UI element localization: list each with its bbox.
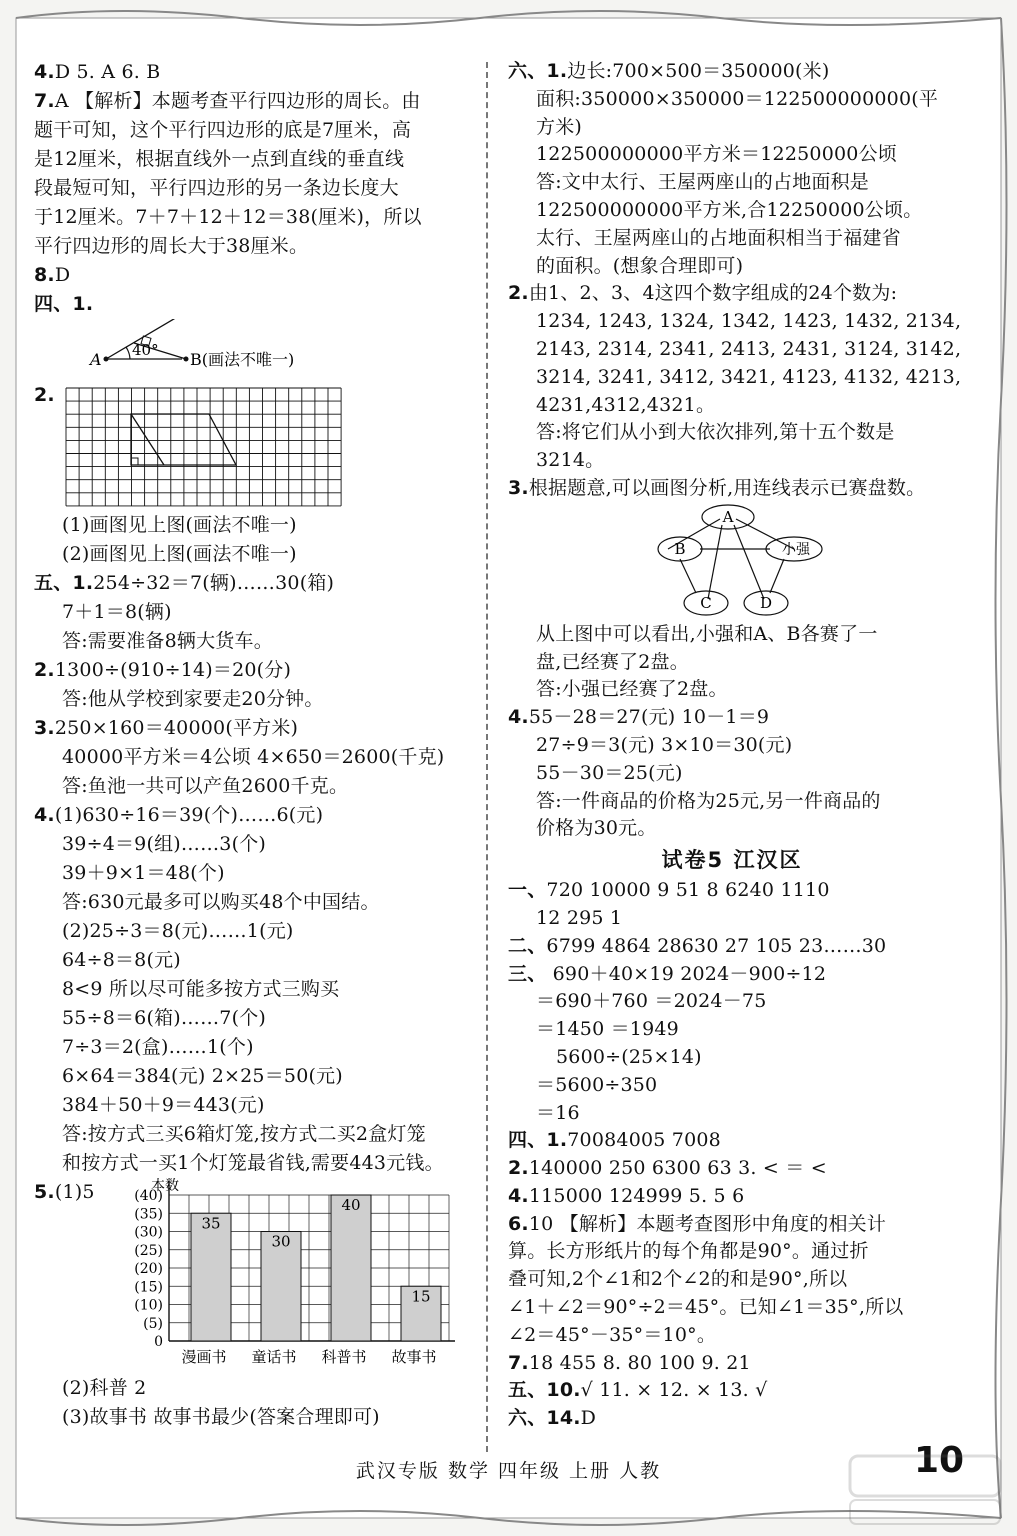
- answer-text: 140000 250 6300 63 3. < ＝ <: [528, 1157, 827, 1180]
- answer-line: [508, 392, 956, 420]
- answer-line: [508, 58, 956, 86]
- answer-text: 39＋9×1＝48(个): [62, 862, 225, 884]
- answer-text: 题干可知，这个平行四边形的底是7厘米，高: [34, 119, 412, 141]
- question-number: 7.: [34, 90, 55, 112]
- y-axis-label: 本数: [151, 1178, 179, 1194]
- answer-text: 答:按方式三买6箱灯笼,按方式二买2盒灯笼: [62, 1123, 426, 1145]
- answer-text: 10 【解析】本题考查图形中角度的相关计: [528, 1212, 887, 1235]
- answer-line: [34, 627, 474, 656]
- answer-text: (2)25÷3＝8(元)……1(元): [62, 920, 294, 942]
- answer-text: 答:将它们从小到大依次排列,第十五个数是: [536, 421, 895, 444]
- column-divider: [486, 62, 488, 1452]
- section-six-answers: [508, 58, 962, 503]
- answer-text: 7＋1＝8(辆): [62, 601, 172, 623]
- answer-text: ＝5600÷350: [536, 1073, 658, 1096]
- answer-line: [508, 1294, 956, 1322]
- answer-line: [508, 336, 962, 364]
- q5-number: 5.: [34, 1181, 55, 1203]
- x-category-label: 童话书: [251, 1348, 297, 1366]
- question-number: 六、1.: [508, 60, 568, 82]
- answer-line: [508, 704, 956, 732]
- bar: [331, 1195, 371, 1341]
- question-number: 2.: [508, 1157, 529, 1180]
- answer-text: (3)故事书 故事书最少(答案合理即可): [62, 1406, 380, 1428]
- section-five-answers: [34, 569, 474, 1178]
- answer-line: [508, 905, 956, 933]
- answer-line: [508, 169, 956, 197]
- question-number: 3.: [508, 476, 529, 499]
- answer-line: [508, 1100, 956, 1128]
- node-c: C: [700, 593, 712, 612]
- answer-text: 边长:700×500＝350000(米): [567, 60, 830, 82]
- answer-line: [508, 447, 956, 475]
- answer-line: [508, 933, 956, 961]
- bar-value-label: 30: [271, 1232, 291, 1251]
- q2-note: (2)画图见上图(画法不唯一): [62, 543, 297, 565]
- answer-text: 6×64＝384(元) 2×25＝50(元): [62, 1065, 343, 1087]
- answer-text: 12 295 1: [536, 906, 623, 929]
- answer-line: [34, 598, 474, 627]
- answer-text: 254÷32＝7(辆)……30(箱): [93, 572, 335, 594]
- answer-text: 答:他从学校到家要走20分钟。: [62, 688, 324, 710]
- answer-line: [34, 87, 474, 116]
- y-tick-label: (35): [134, 1206, 163, 1223]
- match-graph-drawing: [508, 503, 948, 621]
- answer-text: D: [54, 264, 71, 286]
- answer-line: [34, 946, 474, 975]
- answer-text: 段最短可知，平行四边形的另一条边长度大: [34, 177, 399, 199]
- answer-line: [34, 1403, 474, 1432]
- answer-line: [34, 685, 474, 714]
- answer-line: [34, 743, 474, 772]
- answer-line: [508, 1211, 956, 1239]
- answer-line: [34, 1149, 474, 1178]
- answer-text: 384＋50＋9＝443(元): [62, 1094, 265, 1116]
- answer-line: [34, 1062, 474, 1091]
- question-number: 4.: [34, 61, 55, 83]
- answer-line: [34, 203, 474, 232]
- question-number: 7.: [508, 1351, 529, 1374]
- answer-line: [34, 801, 474, 830]
- answer-line: [508, 877, 956, 905]
- answer-text: (2)科普 2: [62, 1377, 147, 1399]
- answer-line: [508, 141, 956, 169]
- answer-line: [34, 830, 474, 859]
- y-tick-label: (30): [134, 1224, 163, 1241]
- question-number: 8.: [34, 264, 55, 286]
- answer-text: 答:鱼池一共可以产鱼2600千克。: [62, 775, 349, 797]
- answer-line: [34, 656, 474, 685]
- answer-line: [508, 1377, 956, 1405]
- answer-line: [34, 174, 474, 203]
- page-number: 10: [914, 1440, 965, 1481]
- answer-line: [508, 1405, 956, 1433]
- answer-text: 115000 124999 5. 5 6: [528, 1184, 745, 1207]
- bar-value-label: 35: [201, 1214, 221, 1233]
- answer-text: 122500000000平方米,合12250000公顷。: [536, 198, 923, 221]
- answer-text: 答:630元最多可以购买48个中国结。: [62, 891, 380, 913]
- answer-line: [508, 760, 956, 788]
- answer-line: [34, 1120, 474, 1149]
- answer-text: 答:小强已经赛了2盘。: [536, 678, 728, 701]
- answer-line: [508, 988, 956, 1016]
- answer-text: 算。长方形纸片的每个角都是90°。通过折: [508, 1240, 869, 1263]
- answer-line: [34, 145, 474, 174]
- answer-text: 5600÷(25×14): [556, 1045, 702, 1068]
- answer-line: [34, 975, 474, 1004]
- answer-text: 64÷8＝8(元): [62, 949, 181, 971]
- answer-text: D 5. A 6. B: [54, 61, 161, 83]
- answer-line: [508, 1238, 956, 1266]
- answer-line: [34, 859, 474, 888]
- answer-text: 6799 4864 28630 27 105 23……30: [546, 934, 887, 957]
- answer-line: [508, 308, 962, 336]
- answer-line: [508, 475, 956, 503]
- answer-line: [508, 197, 956, 225]
- question-number: 六、14.: [508, 1407, 581, 1430]
- y-tick-label: (20): [134, 1261, 163, 1277]
- answer-text: 和按方式一买1个灯笼最省钱,需要443元钱。: [62, 1152, 444, 1174]
- answer-line: [508, 1266, 956, 1294]
- answer-text: 盘,已经赛了2盘。: [536, 650, 689, 673]
- answer-line: [508, 961, 956, 989]
- answer-line: [34, 1374, 474, 1403]
- answer-line: [34, 1033, 474, 1062]
- answer-text: 27÷9＝3(元) 3×10＝30(元): [536, 733, 793, 756]
- answer-line: [34, 1004, 474, 1033]
- q2-note: (1)画图见上图(画法不唯一): [62, 514, 297, 536]
- answer-text: 面积:350000×350000＝122500000000(平: [536, 87, 939, 110]
- answer-line: [34, 116, 474, 145]
- y-tick-label: (25): [134, 1242, 163, 1259]
- angle-label: 40°: [132, 341, 159, 359]
- question-number: 4.: [34, 804, 55, 826]
- footer: 武汉专版 数学 四年级 上册 人教: [355, 1460, 662, 1482]
- answer-text: 55÷8＝6(箱)……7(个): [62, 1007, 267, 1029]
- answer-text: ∠1＋∠2＝90°÷2＝45°。已知∠1＝35°,所以: [508, 1296, 904, 1319]
- question-number: 四、1.: [508, 1129, 568, 1152]
- answer-text: 55－28＝27(元) 10－1＝9: [528, 706, 770, 729]
- node-b: B: [674, 539, 686, 558]
- answer-text: 方米): [536, 115, 583, 138]
- answer-line: [508, 1072, 956, 1100]
- answer-text: 的面积。(想象合理即可): [536, 254, 744, 277]
- answer-line: [34, 917, 474, 946]
- match-graph: [508, 503, 956, 621]
- answer-text: 于12厘米。7＋7＋12＋12＝38(厘米)，所以: [34, 206, 422, 228]
- answer-line: [508, 1016, 956, 1044]
- q5-sub1: (1)5: [54, 1181, 95, 1203]
- bar-value-label: 40: [341, 1196, 361, 1214]
- x-category-label: 科普书: [321, 1348, 367, 1366]
- answer-text: D: [580, 1407, 597, 1430]
- answer-line: [508, 253, 956, 281]
- answer-text: 4231,4312,4321。: [536, 393, 716, 416]
- answer-text: 从上图中可以看出,小强和A、B各赛了一: [536, 622, 878, 645]
- question-number: 2.: [34, 659, 55, 681]
- y-tick-label: (15): [134, 1279, 163, 1296]
- answer-text: 价格为30元。: [536, 817, 657, 840]
- graph-answers: [508, 621, 956, 843]
- answer-text: 太行、王屋两座山的占地面积相当于福建省: [536, 226, 901, 249]
- answer-line: [508, 676, 956, 704]
- bar: [191, 1213, 231, 1341]
- answer-text: (1)630÷16＝39(个)……6(元): [54, 804, 324, 826]
- paper5-answers: [508, 877, 956, 1433]
- q2-notes: [34, 511, 474, 569]
- answer-text: 70084005 7008: [567, 1129, 721, 1152]
- answer-text: 叠可知,2个∠1和2个∠2的和是90°,所以: [508, 1268, 848, 1291]
- answer-text: √ 11. × 12. × 13. √: [580, 1379, 768, 1402]
- answer-text: ＝16: [536, 1101, 580, 1124]
- answer-line: [508, 114, 956, 142]
- answer-line: [34, 714, 474, 743]
- answer-line: [508, 1044, 956, 1072]
- answer-text: 答:需要准备8辆大货车。: [62, 630, 273, 652]
- answer-line: [508, 788, 956, 816]
- answer-text: 7÷3＝2(盒)……1(个): [62, 1036, 254, 1058]
- answer-text: 122500000000平方米＝12250000公顷: [536, 143, 897, 166]
- answer-line: [34, 1091, 474, 1120]
- angle-figure: [34, 319, 474, 381]
- answer-line: [508, 280, 956, 308]
- question-number: 五、1.: [34, 572, 94, 594]
- left-answers-top: [34, 58, 474, 319]
- answer-text: 1234, 1243, 1324, 1342, 1423, 1432, 2134,: [536, 310, 962, 333]
- grid-drawing: [58, 381, 358, 511]
- answer-line: [508, 621, 956, 649]
- question-number: 2.: [508, 282, 529, 305]
- answer-text: 2143, 2314, 2341, 2413, 2431, 3124, 3142,: [536, 337, 962, 360]
- question-number: 4.: [508, 1184, 529, 1207]
- question-number: 6.: [508, 1212, 529, 1235]
- question-number: 一、: [508, 879, 547, 902]
- answer-line: [34, 290, 474, 319]
- answer-text: 39÷4＝9(组)……3(个): [62, 833, 267, 855]
- answer-line: [508, 1183, 956, 1211]
- answer-text: 平行四边形的周长大于38厘米。: [34, 235, 309, 257]
- point-b-label: B(画法不唯一): [190, 350, 294, 369]
- q2-number: 2.: [34, 384, 55, 406]
- grid-figure: [34, 381, 474, 511]
- answer-text: ＝690＋760 ＝2024－75: [536, 990, 767, 1013]
- bar-chart: [44, 1178, 474, 1374]
- point-a-label: A: [90, 350, 102, 369]
- right-column: [508, 58, 962, 1433]
- question-number: 4.: [508, 706, 529, 729]
- answer-line: [508, 419, 956, 447]
- answer-text: 3214, 3241, 3412, 3421, 4123, 4132, 4213,: [536, 365, 962, 388]
- answer-line: [34, 232, 474, 261]
- y-tick-label: (40): [134, 1188, 163, 1204]
- question-number: 二、: [508, 934, 547, 957]
- answer-text: ∠2＝45°－35°＝10°。: [508, 1323, 717, 1346]
- answer-line: [508, 86, 956, 114]
- answer-line: [34, 888, 474, 917]
- question-number: 三、: [508, 962, 547, 985]
- question-number: 四、1.: [34, 293, 94, 315]
- answer-text: 答:文中太行、王屋两座山的占地面积是: [536, 171, 870, 194]
- answer-text: 1300÷(910÷14)＝20(分): [54, 659, 292, 681]
- x-category-label: 漫画书: [181, 1348, 227, 1366]
- answer-text: 8<9 所以尽可能多按方式三购买: [62, 978, 340, 1000]
- answer-line: [508, 1322, 956, 1350]
- x-category-label: 故事书: [391, 1348, 437, 1366]
- answer-line: [34, 261, 474, 290]
- answer-line: [508, 649, 956, 677]
- answer-line: [508, 364, 962, 392]
- answer-text: A 【解析】本题考查平行四边形的周长。由: [54, 90, 421, 112]
- answer-line: [34, 772, 474, 801]
- left-column: [34, 58, 474, 1432]
- answer-text: 55－30＝25(元): [536, 761, 683, 784]
- bar-value-label: 15: [411, 1287, 431, 1306]
- node-d: D: [759, 593, 773, 612]
- answer-line: [508, 1350, 956, 1378]
- answer-text: 3214。: [536, 449, 605, 472]
- watermark-logo: [810, 1450, 1010, 1530]
- angle-drawing: [34, 319, 294, 381]
- chart-answers: [34, 1374, 474, 1432]
- answer-line: [508, 815, 956, 843]
- answer-line: [508, 1127, 956, 1155]
- answer-text: 720 10000 9 51 8 6240 1110: [546, 879, 830, 902]
- question-number: 五、10.: [508, 1379, 581, 1402]
- answer-text: ＝1450 ＝1949: [536, 1018, 679, 1041]
- answer-text: 690＋40×19 2024－900÷12: [546, 962, 827, 985]
- chart-block: [34, 1178, 474, 1374]
- answer-text: 40000平方米＝4公顷 4×650＝2600(千克): [62, 746, 445, 768]
- node-xiaoqiang: 小强: [782, 541, 810, 558]
- answer-text: 是12厘米，根据直线外一点到直线的垂直线: [34, 148, 405, 170]
- answer-text: 18 455 8. 80 100 9. 21: [528, 1351, 751, 1374]
- answer-line: [34, 569, 474, 598]
- answer-line: [508, 732, 956, 760]
- node-a: A: [722, 507, 734, 526]
- y-tick-label: (10): [134, 1297, 163, 1314]
- answer-text: 答:一件商品的价格为25元,另一件商品的: [536, 789, 881, 812]
- y-tick-label: 0: [154, 1334, 163, 1350]
- answer-text: 250×160＝40000(平方米): [54, 717, 299, 739]
- answer-text: 根据题意,可以画图分析,用连线表示已赛盘数。: [528, 476, 926, 499]
- answer-line: [508, 1155, 956, 1183]
- y-tick-label: (5): [143, 1315, 163, 1332]
- question-number: 3.: [34, 717, 55, 739]
- answer-line: [34, 58, 474, 87]
- answer-line: [508, 225, 956, 253]
- answer-text: 由1、2、3、4这四个数字组成的24个数为:: [528, 282, 898, 305]
- section-title: 试卷5 江汉区: [661, 848, 803, 873]
